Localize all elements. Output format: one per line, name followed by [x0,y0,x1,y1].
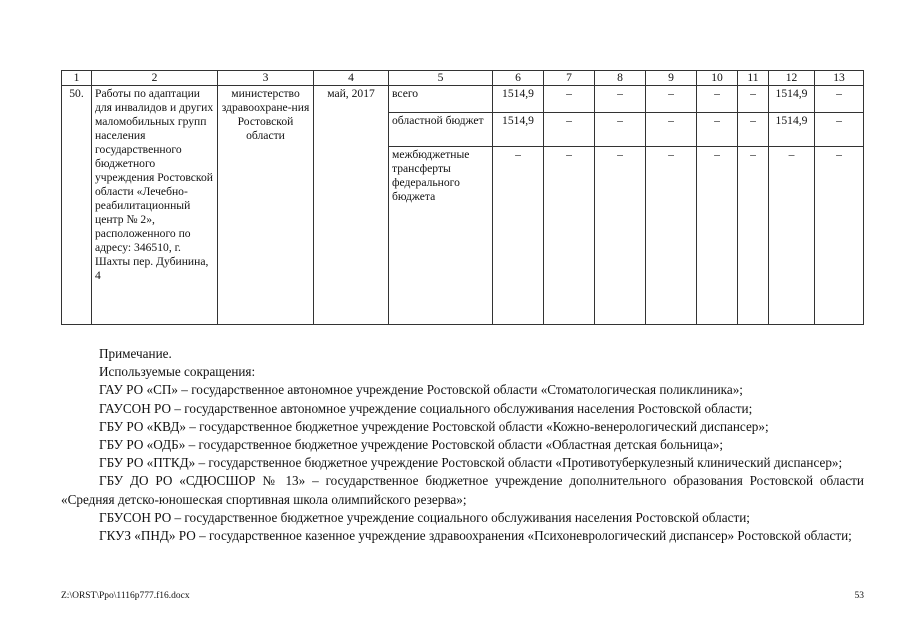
column-number: 4 [314,71,389,86]
file-path: Z:\ORST\Ppo\1116p777.f16.docx [61,591,190,601]
value-cell: 1514,9 [769,113,815,147]
column-number: 6 [493,71,544,86]
column-number: 12 [769,71,815,86]
page-number: 53 [854,591,864,601]
funding-source: всего [389,86,493,113]
note-subheading: Используемые сокращения: [99,364,256,380]
value-cell: – [738,113,769,147]
value-cell: – [697,86,738,113]
abbreviation-item: ГБУСОН РО – государственное бюджетное учреждение социального обслуживания населения Ростовской области; [99,509,750,525]
value-cell: – [544,113,595,147]
note-heading: Примечание. [99,346,172,361]
value-cell: – [595,86,646,113]
value-cell: – [815,147,864,325]
abbreviation-item: ГАУ РО «СП» – государственное автономное учреждение Ростовской области «Стоматологическая поликлиника»; [99,382,743,398]
notes-section [61,345,864,545]
abbreviation-item: ГБУ РО «КВД» – государственное бюджетное учреждение Ростовской области «Кожно-венерологический диспансер»; [99,418,769,434]
abbreviation-item: ГАУСОН РО – государственное автономное учреждение социального обслуживания населения Ростовской области; [99,400,753,416]
table-header-row [62,71,864,86]
column-number: 7 [544,71,595,86]
value-cell: – [646,113,697,147]
column-number: 3 [218,71,314,86]
value-cell: – [646,147,697,325]
value-cell: – [595,113,646,147]
value-cell: – [738,147,769,325]
program-table [61,70,864,325]
page-footer [61,591,864,601]
value-cell: 1514,9 [493,86,544,113]
column-number: 8 [595,71,646,86]
value-cell: – [815,113,864,147]
column-number: 9 [646,71,697,86]
value-cell: – [815,86,864,113]
value-cell: – [697,113,738,147]
funding-source: межбюджетные трансферты федерального бюджета [389,147,493,325]
column-number: 5 [389,71,493,86]
executor: министерство здравоохране-ния Ростовской области [218,86,314,325]
work-description: Работы по адаптации для инвалидов и других маломобильных групп населения государственного бюджетного учреждения Ростовской области «Лечебно-реабилитационный центр № 2», расположенного по адресу: 346510, г. Шахты пер. Дубинина, 4 [92,86,218,325]
column-number: 2 [92,71,218,86]
value-cell: – [697,147,738,325]
value-cell: – [738,86,769,113]
abbreviation-item: ГБУ РО «ПТКД» – государственное бюджетное учреждение Ростовской области «Противотуберкулезный клинический диспансер»; [99,455,843,471]
value-cell: 1514,9 [493,113,544,147]
table-row [62,86,864,113]
value-cell: – [544,147,595,325]
deadline: май, 2017 [314,86,389,325]
value-cell: – [646,86,697,113]
value-cell: – [595,147,646,325]
row-number: 50. [62,86,92,325]
value-cell: – [769,147,815,325]
value-cell: – [493,147,544,325]
value-cell: – [544,86,595,113]
column-number: 11 [738,71,769,86]
column-number: 13 [815,71,864,86]
column-number: 1 [62,71,92,86]
abbreviation-item: ГБУ ДО РО «СДЮСШОР № 13» – государственное бюджетное учреждение дополнительного образования Ростовской области «Средняя детско-юношеская спортивная школа олимпийского резерва»; [61,473,864,507]
funding-source: областной бюджет [389,113,493,147]
column-number: 10 [697,71,738,86]
abbreviation-item: ГКУЗ «ПНД» РО – государственное казенное учреждение здравоохранения «Психоневрологический диспансер» Ростовской области; [99,528,852,544]
abbreviation-item: ГБУ РО «ОДБ» – государственное бюджетное учреждение Ростовской области «Областная детская больница»; [99,437,724,453]
value-cell: 1514,9 [769,86,815,113]
